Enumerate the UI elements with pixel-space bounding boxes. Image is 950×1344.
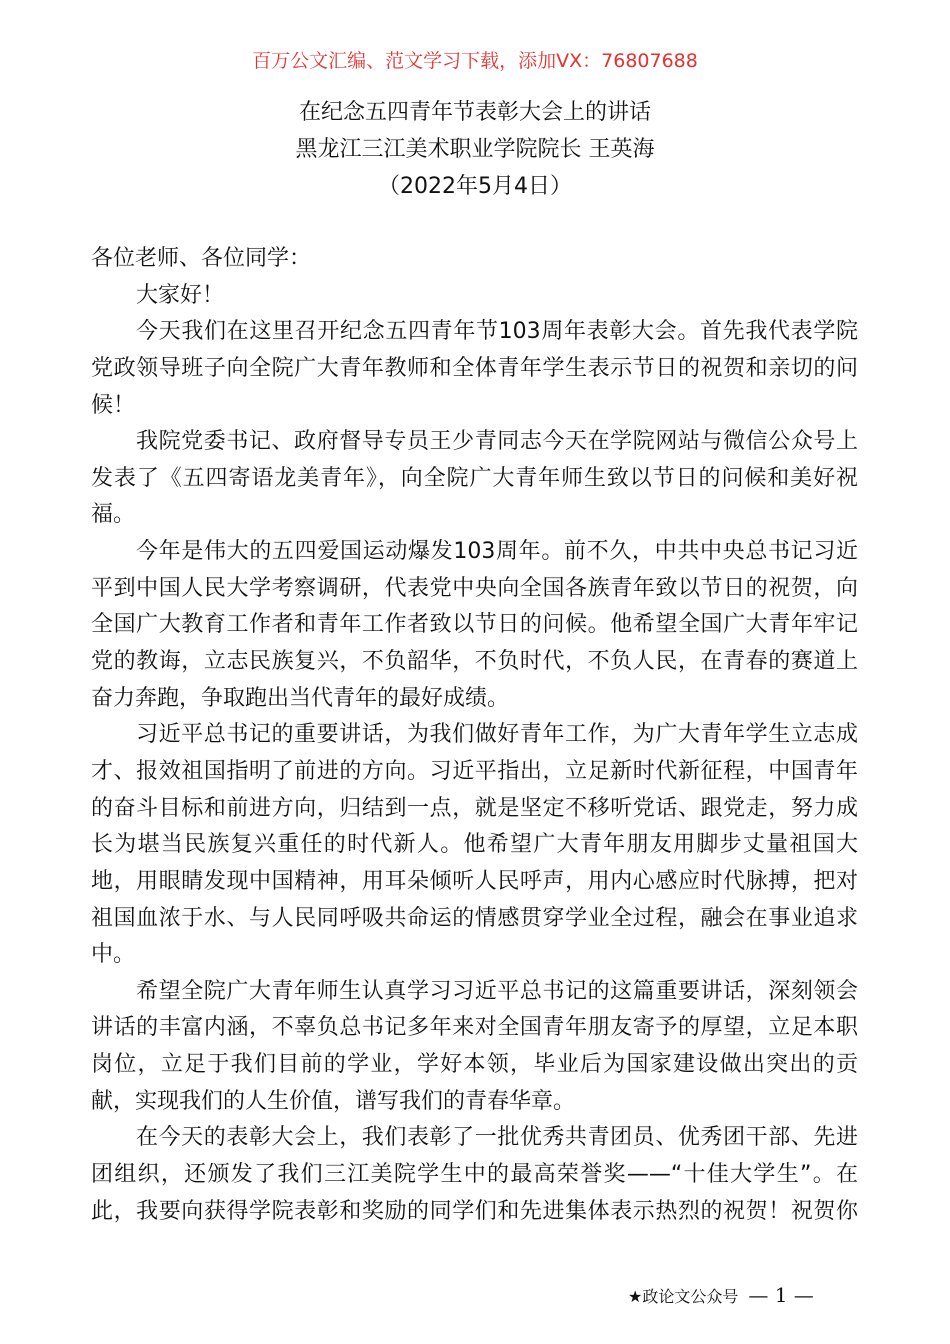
text-line: 各位老师、各位同学：	[91, 246, 312, 271]
text-line: 大家好！	[136, 282, 225, 308]
text-line: 地，用眼睛发现中国精神，用耳朵倾听人民呼声，用内心感应时代脉搏，把对	[91, 868, 858, 894]
paragraph	[91, 241, 858, 278]
page-footer	[628, 1283, 814, 1307]
text-line: 希望全院广大青年师生认真学习习近平总书记的这篇重要讲话，深刻领会	[136, 978, 858, 1004]
text-line: 的奋斗目标和前进方向，归结到一点，就是坚定不移听党话、跟党走，努力成	[91, 795, 858, 821]
paragraph	[91, 314, 858, 424]
text-line: 讲话的丰富内涵，不辜负总书记多年来对全国青年朋友寄予的厚望，立足本职	[91, 1015, 858, 1041]
paragraph	[91, 534, 858, 717]
text-line: 发表了《五四寄语龙美青年》，向全院广大青年师生致以节日的问候和美好祝	[91, 465, 858, 491]
text-line: 党的教诲，立志民族复兴，不负韶华，不负时代，不负人民，在青春的赛道上	[91, 649, 858, 675]
text-line: 岗位，立足于我们目前的学业，学好本领，毕业后为国家建设做出突出的贡	[91, 1052, 858, 1078]
text-line: 奋力奔跑，争取跑出当代青年的最好成绩。	[91, 685, 510, 711]
text-line: 献，实现我们的人生价值，谱写我们的青春华章。	[91, 1088, 576, 1114]
text-line: 中。	[91, 942, 136, 968]
paragraph	[91, 424, 858, 534]
text-line: 团组织，还颁发了我们三江美院学生中的最高荣誉奖——“十佳大学生”。在	[91, 1162, 858, 1188]
paragraph	[91, 717, 858, 973]
paragraph	[91, 278, 858, 315]
speech-body	[91, 241, 858, 1230]
text-line: 习近平总书记的重要讲话，为我们做好青年工作，为广大青年学生立志成	[136, 722, 858, 748]
text-line: 才、报效祖国指明了前进的方向。习近平指出，立足新时代新征程，中国青年	[91, 758, 858, 784]
text-line: 候！	[91, 392, 136, 418]
text-line: 祖国血浓于水、与人民同呼吸共命运的情感贯穿学业全过程，融会在事业追求	[91, 905, 858, 931]
page-number: — 1 —	[748, 1283, 814, 1307]
download-notice: 百万公文汇编、范文学习下载，添加VX：76807688	[252, 50, 698, 72]
text-line: 平到中国人民大学考察调研，代表党中央向全国各族青年致以节日的祝贺，向	[91, 575, 858, 601]
paragraph	[91, 1120, 858, 1230]
text-line: 今年是伟大的五四爱国运动爆发103周年。前不久，中共中央总书记习近	[136, 539, 858, 565]
paragraph	[91, 974, 858, 1121]
text-line: 党政领导班子向全院广大青年教师和全体青年学生表示节日的祝贺和亲切的问	[91, 355, 858, 381]
text-line: 今天我们在这里召开纪念五四青年节103周年表彰大会。首先我代表学院	[136, 319, 858, 345]
text-line: 我院党委书记、政府督导专员王少青同志今天在学院网站与微信公众号上	[136, 429, 858, 455]
speech-date: （2022年5月4日）	[378, 174, 572, 199]
speech-title: 在纪念五四青年节表彰大会上的讲话	[298, 100, 651, 125]
text-line: 在今天的表彰大会上，我们表彰了一批优秀共青团员、优秀团干部、先进	[136, 1125, 858, 1151]
speech-author: 黑龙江三江美术职业学院院长 王英海	[295, 137, 655, 162]
footer-source: ★政论文公众号	[628, 1286, 739, 1306]
text-line: 福。	[91, 502, 136, 528]
text-line: 全国广大教育工作者和青年工作者致以节日的问候。他希望全国广大青年牢记	[91, 612, 858, 638]
text-line: 此，我要向获得学院表彰和奖励的同学们和先进集体表示热烈的祝贺！祝贺你	[91, 1198, 858, 1224]
text-line: 长为堪当民族复兴重任的时代新人。他希望广大青年朋友用脚步丈量祖国大	[91, 832, 858, 858]
